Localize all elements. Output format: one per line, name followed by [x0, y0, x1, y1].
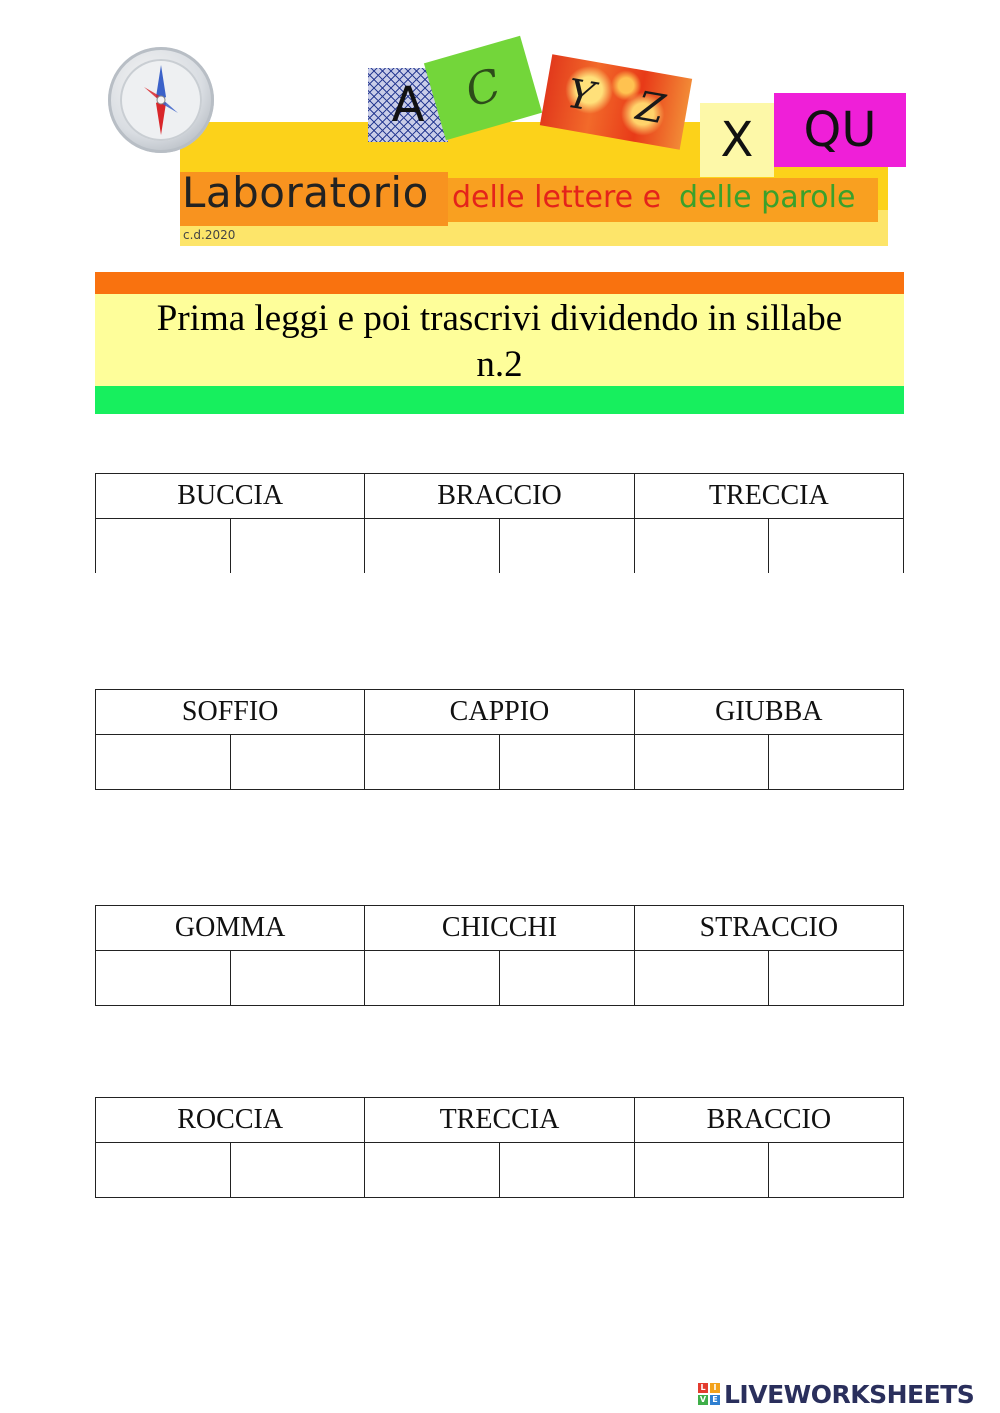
liveworksheets-brand: LIVEWORKSHEETS — [724, 1379, 975, 1409]
syllable-input[interactable] — [769, 735, 904, 790]
letter-tile-a: A — [368, 68, 448, 142]
syllable-input[interactable] — [96, 519, 231, 574]
letter-y: Y — [563, 70, 598, 121]
letter-z: Z — [632, 83, 669, 134]
syllable-input[interactable] — [230, 519, 365, 574]
word-cell: TRECCIA — [365, 1098, 634, 1143]
syllable-input[interactable] — [96, 735, 231, 790]
instruction-line-1: Prima leggi e poi trascrivi dividendo in sillabe — [156, 298, 843, 339]
letter-tile-qu: QU — [774, 93, 906, 167]
lab-subtitle-green: delle parole — [679, 180, 856, 215]
syllable-input[interactable] — [634, 1143, 769, 1198]
syllable-input[interactable] — [769, 1143, 904, 1198]
word-cell: STRACCIO — [634, 906, 903, 951]
instruction-bar-bottom — [95, 386, 904, 414]
compass-icon — [108, 47, 214, 153]
word-cell: GIUBBA — [634, 690, 903, 735]
liveworksheets-logo-icon: L I V E — [698, 1383, 720, 1405]
word-cell: SOFFIO — [96, 690, 365, 735]
syllable-input[interactable] — [499, 735, 634, 790]
word-table-2 — [95, 689, 904, 790]
word-cell: ROCCIA — [96, 1098, 365, 1143]
syllable-input[interactable] — [634, 951, 769, 1006]
syllable-input[interactable] — [230, 735, 365, 790]
liveworksheets-logo[interactable] — [698, 1378, 974, 1410]
word-cell: BRACCIO — [365, 474, 634, 519]
syllable-input[interactable] — [96, 1143, 231, 1198]
word-table-1 — [95, 473, 904, 573]
word-table-4 — [95, 1097, 904, 1198]
syllable-input[interactable] — [499, 519, 634, 574]
credit-text: c.d.2020 — [183, 228, 236, 242]
letter-tile-x: X — [700, 103, 774, 177]
syllable-input[interactable] — [769, 519, 904, 574]
syllable-input[interactable] — [96, 951, 231, 1006]
syllable-input[interactable] — [230, 951, 365, 1006]
instruction-text — [95, 296, 904, 388]
syllable-input[interactable] — [499, 951, 634, 1006]
word-cell: TRECCIA — [634, 474, 903, 519]
syllable-input[interactable] — [769, 951, 904, 1006]
syllable-input[interactable] — [365, 1143, 500, 1198]
word-table-3 — [95, 905, 904, 1006]
syllable-input[interactable] — [230, 1143, 365, 1198]
syllable-input[interactable] — [365, 735, 500, 790]
lab-subtitle-red: delle lettere e — [452, 180, 662, 215]
word-cell: CHICCHI — [365, 906, 634, 951]
syllable-input[interactable] — [365, 519, 500, 574]
word-cell: BUCCIA — [96, 474, 365, 519]
lab-title: Laboratorio — [182, 168, 429, 217]
syllable-input[interactable] — [499, 1143, 634, 1198]
word-cell: GOMMA — [96, 906, 365, 951]
syllable-input[interactable] — [365, 951, 500, 1006]
instruction-bar-top — [95, 272, 904, 294]
syllable-input[interactable] — [634, 735, 769, 790]
word-cell: BRACCIO — [634, 1098, 903, 1143]
syllable-input[interactable] — [634, 519, 769, 574]
instruction-line-2: n.2 — [476, 344, 523, 385]
word-cell: CAPPIO — [365, 690, 634, 735]
letter-tile-c: C — [424, 36, 542, 140]
